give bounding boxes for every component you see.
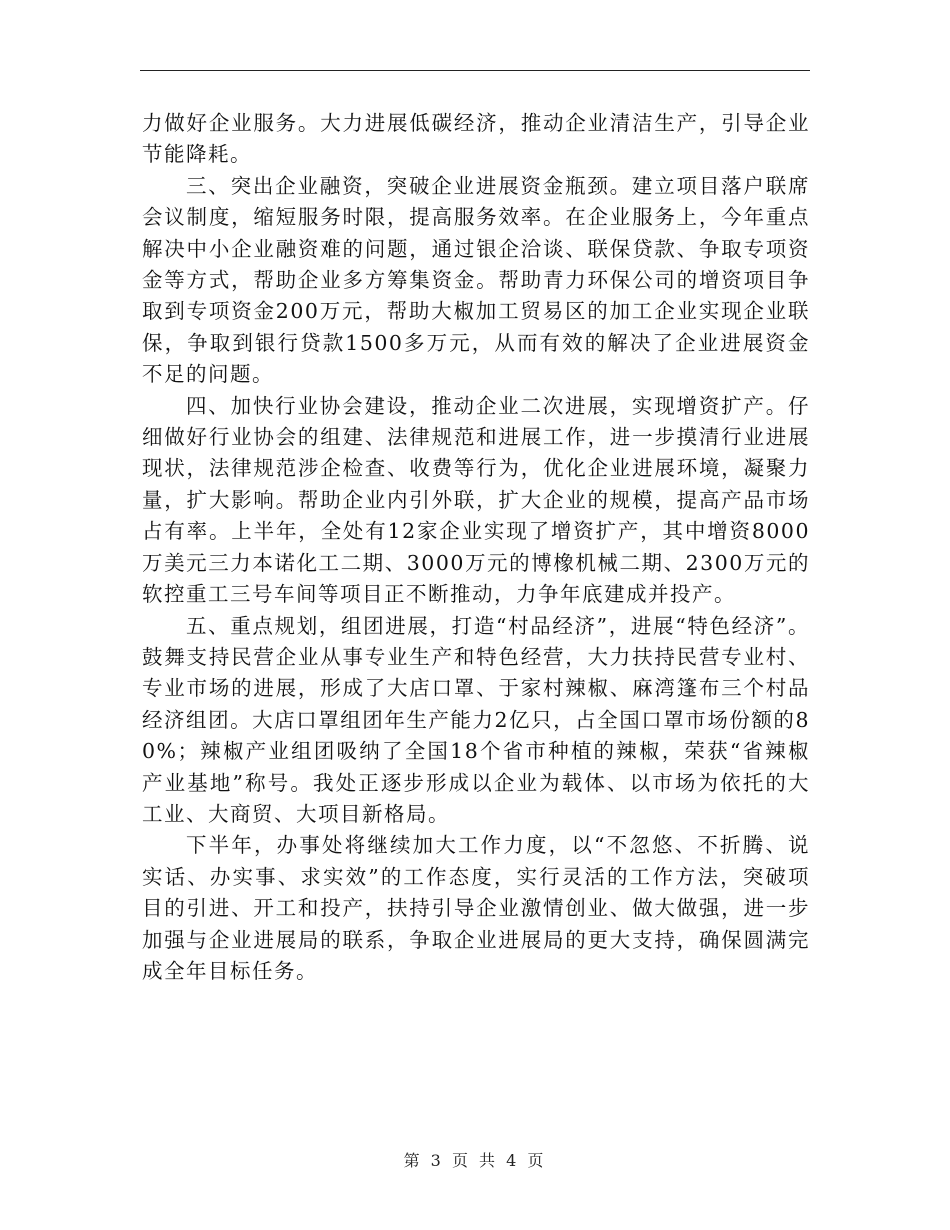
document-body <box>142 108 810 987</box>
paragraph-continuation: 力做好企业服务。大力进展低碳经济，推动企业清洁生产，引导企业节能降耗。 <box>142 111 810 167</box>
paragraph-industry-association: 四、加快行业协会建设，推动企业二次进展，实现增资扩产。仔细做好行业协会的组建、法律规范和进展工作，进一步摸清行业进展现状，法律规范涉企检查、收费等行为，优化企业进展环境，凝聚力量，扩大影响。帮助企业内引外联，扩大企业的规模，提高产品市场占有率。上半年，全处有12家企业实现了增资扩产，其中增资8000万美元三力本诺化工二期、3000万元的博橡机械二期、2300万元的软控重工三号车间等项目正不断推动，力争年底建成并投产。 <box>142 393 810 607</box>
page-number-footer: 第 3 页 共 4 页 <box>403 1151 547 1170</box>
header-rule <box>140 70 810 71</box>
paragraph-second-half-plan: 下半年，办事处将继续加大工作力度，以“不忽悠、不折腾、说实话、办实事、求实效”的工作态度，实行灵活的工作方法，突破项目的引进、开工和投产，扶持引导企业激情创业、做大做强，进一步加强与企业进展局的联系，争取企业进展局的更大支持，确保圆满完成全年目标任务。 <box>142 833 810 983</box>
paragraph-financing: 三、突出企业融资，突破企业进展资金瓶颈。建立项目落户联席会议制度，缩短服务时限，提高服务效率。在企业服务上，今年重点解决中小企业融资难的问题，通过银企洽谈、联保贷款、争取专项资金等方式，帮助企业多方筹集资金。帮助青力环保公司的增资项目争取到专项资金200万元，帮助大椒加工贸易区的加工企业实现企业联保，争取到银行贷款1500多万元，从而有效的解决了企业进展资金不足的问题。 <box>142 173 810 387</box>
paragraph-village-economy: 五、重点规划，组团进展，打造“村品经济”，进展“特色经济”。鼓舞支持民营企业从事专业生产和特色经营，大力扶持民营专业村、专业市场的进展，形成了大店口罩、于家村辣椒、麻湾篷布三个村品经济组团。大店口罩组团年生产能力2亿只，占全国口罩市场份额的80%；辣椒产业组团吸纳了全国18个省市种植的辣椒，荣获“省辣椒产业基地”称号。我处正逐步形成以企业为载体、以市场为依托的大工业、大商贸、大项目新格局。 <box>142 613 810 826</box>
